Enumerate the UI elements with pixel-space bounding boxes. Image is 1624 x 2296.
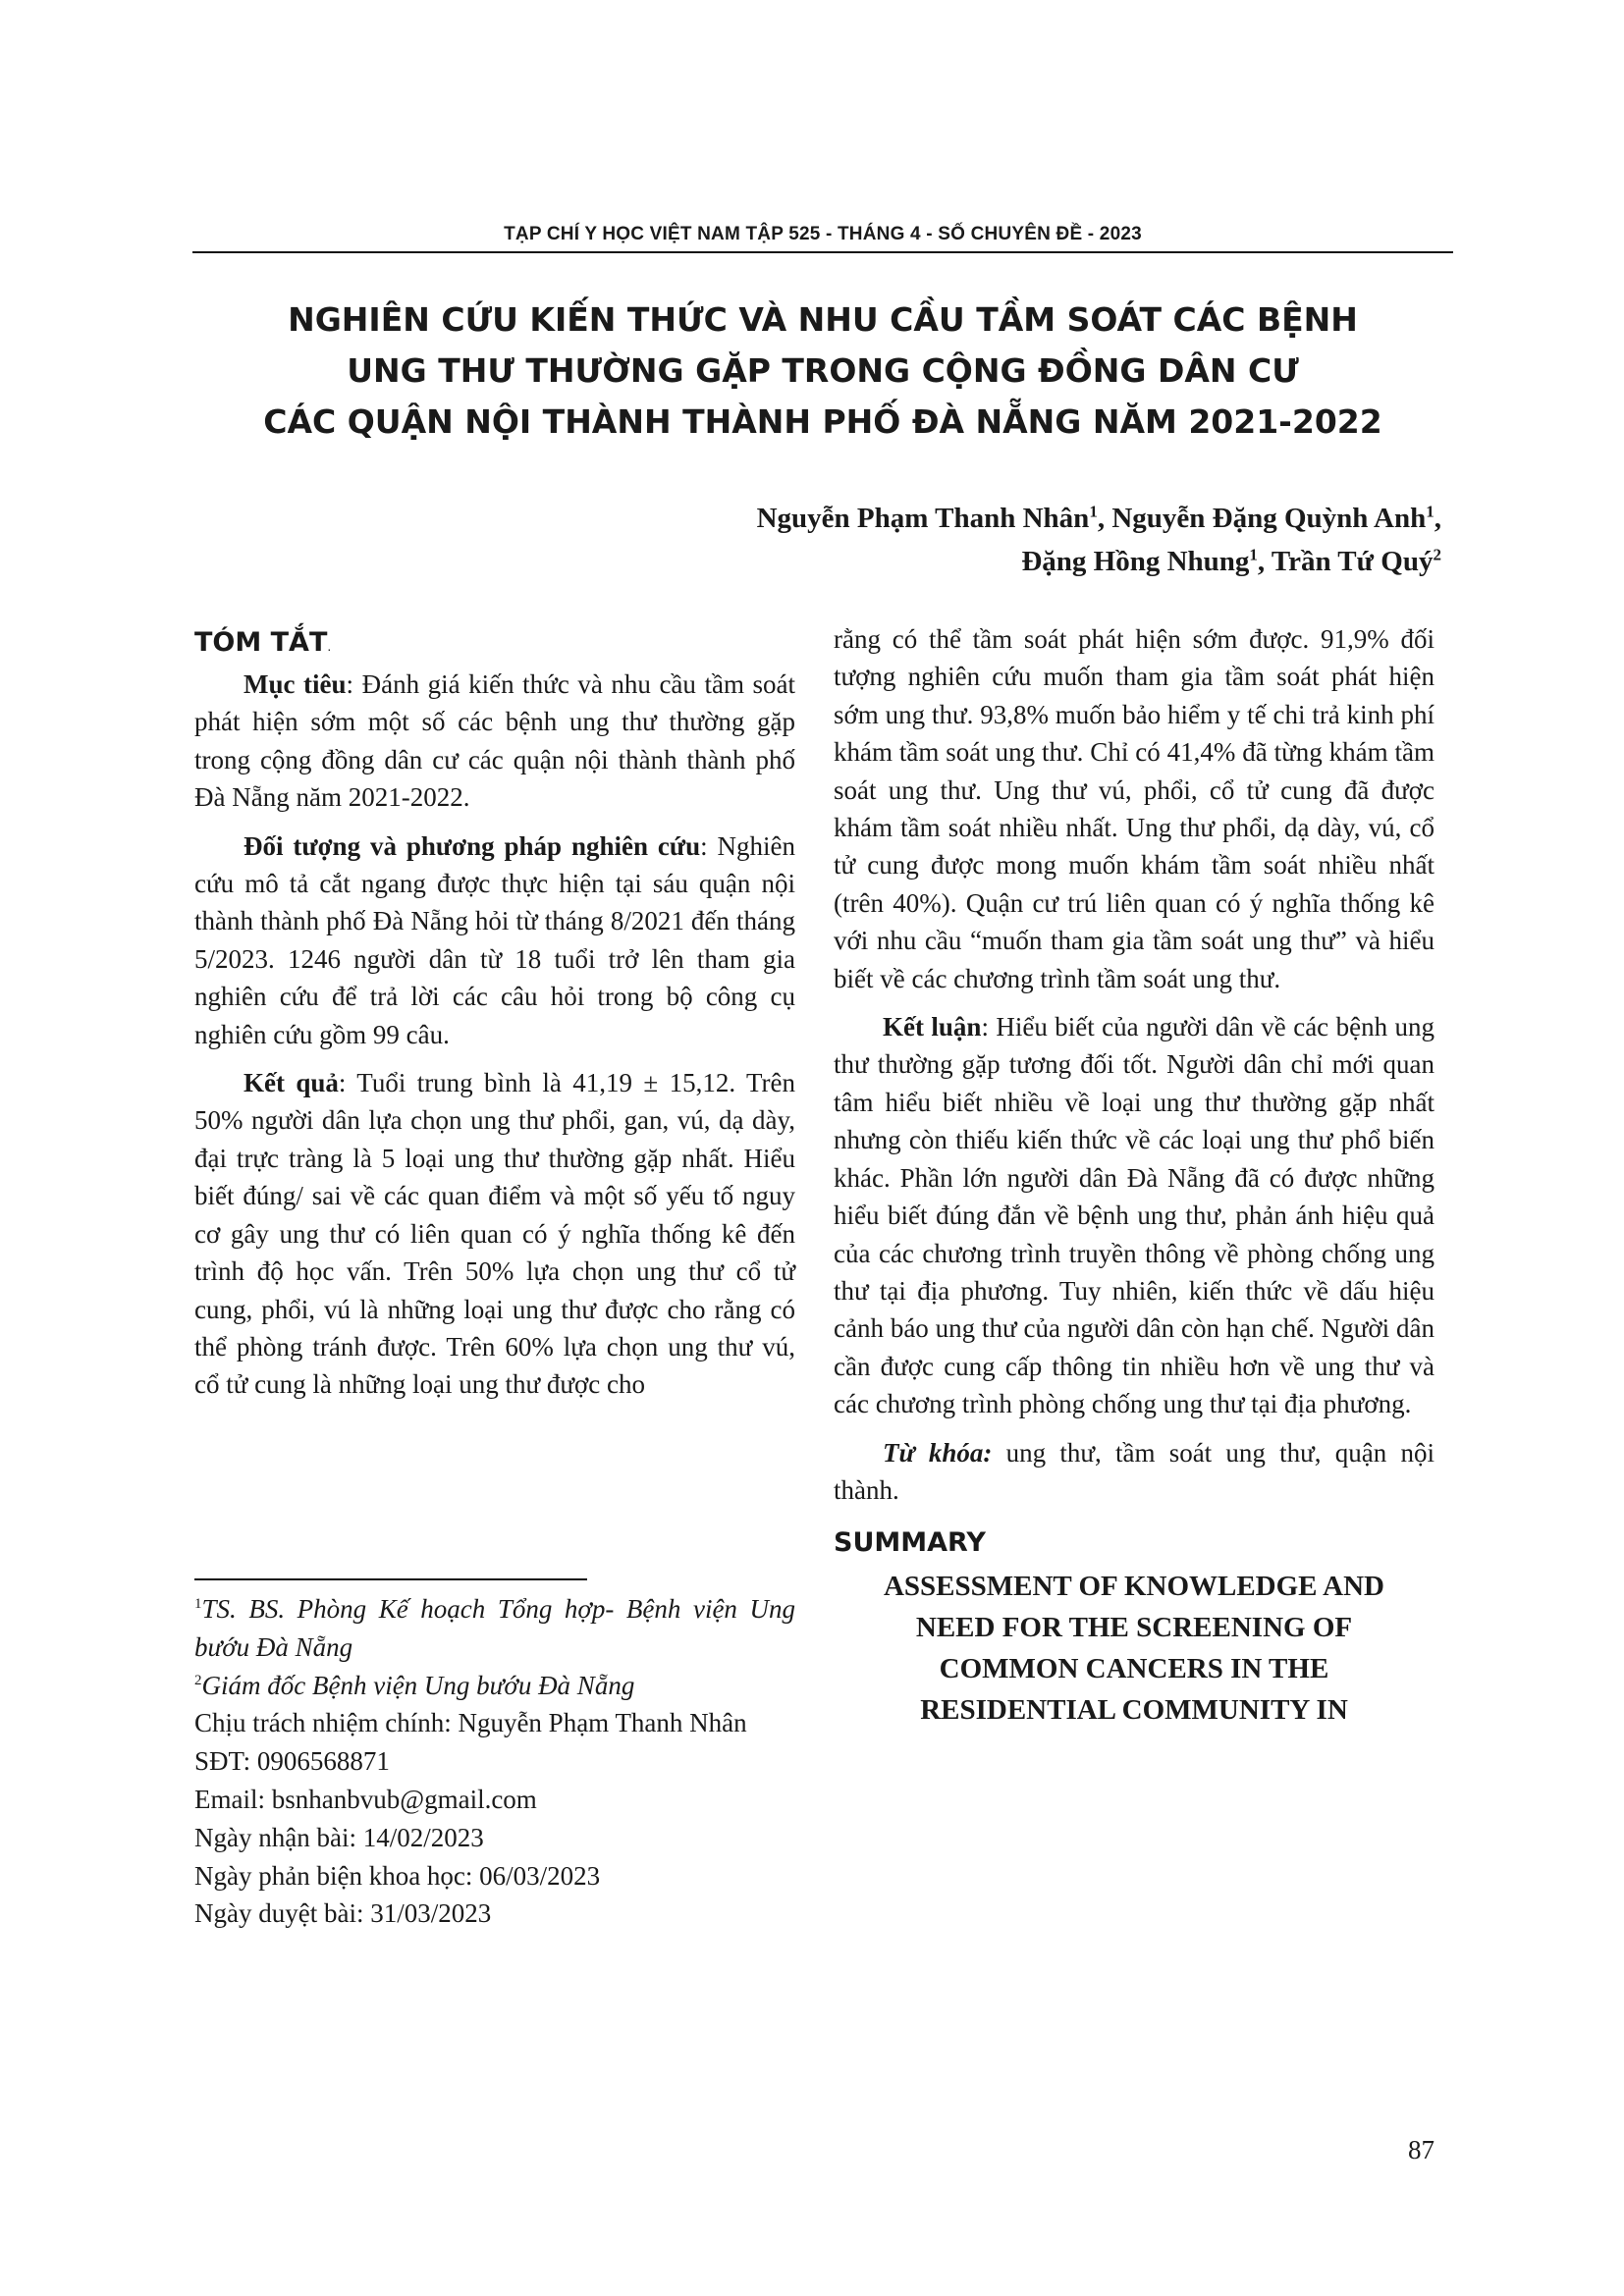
right-column [834,620,1435,1731]
english-title [834,1566,1435,1731]
affiliation-2 [194,1667,795,1705]
affiliation-text: TS. BS. Phòng Kế hoạch Tổng hợp- Bệnh viện Ung bướu Đà Nẵng [194,1594,795,1662]
affiliation-text: Giám đốc Bệnh viện Ung bướu Đà Nẵng [201,1670,635,1700]
summary-heading: SUMMARY [834,1527,986,1559]
english-title-line: COMMON CANCERS IN THE [939,1653,1329,1685]
results-paragraph [194,1064,795,1404]
author-line [757,497,1441,540]
responsible-author: Chịu trách nhiệm chính: Nguyễn Phạm Thanh Nhân [194,1708,747,1738]
affiliation-marker: 1 [1249,545,1258,564]
affiliation-marker: 2 [1433,545,1441,564]
results-label: Kết quả [244,1068,339,1098]
email: Email: bsnhanbvub@gmail.com [194,1784,537,1814]
english-title-line: NEED FOR THE SCREENING OF [915,1612,1353,1644]
keywords-paragraph [834,1434,1435,1510]
conclusion-label: Kết luận [883,1012,982,1042]
page-number: 87 [1408,2135,1435,2164]
title-line: CÁC QUẬN NỘI THÀNH THÀNH PHỐ ĐÀ NẴNG NĂM 2021-2022 [263,402,1382,441]
objective-label: Mục tiêu [244,669,347,699]
conclusion-text: : Hiểu biết của người dân về các bệnh ung thư thường gặp tương đối tốt. Người dân chỉ mới quan tâm hiểu biết nhiều về loại ung thư thường gặp nhất nhưng còn thiếu kiến thức về các loại ung thư phổ biến khác. Phần lớn người dân Đà Nẵng đã có được những hiểu biết đúng đắn về bệnh ung thư, phản ánh hiệu quả của các chương trình truyền thông về phòng chống ung thư tại địa phương. Tuy nhiên, kiến thức về dấu hiệu cảnh báo ung thư của người dân còn hạn chế. Người dân cần được cung cấp thông tin nhiều hơn về ung thư và các chương trình phòng chống ung thư tại địa phương. [834,1012,1435,1419]
results-text: : Tuổi trung bình là 41,19 ± 15,12. Trên 50% người dân lựa chọn ung thư phổi, gan, vú, dạ dày, đại trực tràng là 5 loại ung thư thường gặp nhất. Hiểu biết đúng/ sai về các quan điểm và một số yếu tố nguy cơ gây ung thư có liên quan có ý nghĩa thống kê đến trình độ học vấn. Trên 50% lựa chọn ung thư cổ tử cung, phổi, vú là những loại ung thư được cho rằng có thể phòng tránh được. Trên 60% lựa chọn ung thư vú, cổ tử cung là những loại ung thư được cho [194,1068,796,1400]
author-name: Đặng Hồng Nhung [1021,546,1250,577]
article-title [192,294,1453,448]
heading-dot: . [327,640,332,654]
conclusion-paragraph [834,1008,1435,1422]
results-continued: rằng có thể tầm soát phát hiện sớm được. 91,9% đối tượng nghiên cứu muốn tham gia tầm soát phát hiện sớm ung thư. 93,8% muốn bảo hiểm y tế chi trả kinh phí khám tầm soát ung thư. Chỉ có 41,4% đã từng khám tầm soát ung thư. Ung thư vú, phổi, cổ tử cung đã được khám tầm soát nhiều nhất. Ung thư phổi, dạ dày, vú, cổ tử cung được mong muốn khám tầm soát nhiều nhất (trên 40%). Quận cư trú liên quan có ý nghĩa thống kê với nhu cầu “muốn tham gia tầm soát ung thư” và hiểu biết về các chương trình tầm soát ung thư. [834,624,1435,993]
title-line: NGHIÊN CỨU KIẾN THỨC VÀ NHU CẦU TẦM SOÁT CÁC BỆNH [288,300,1358,339]
affiliation-marker: 2 [194,1672,202,1688]
footnotes [194,1590,795,1933]
affiliation-marker: 1 [194,1596,202,1612]
methods-text: : Nghiên cứu mô tả cắt ngang được thực hiện tại sáu quận nội thành thành phố Đà Nẵng hỏi từ tháng 8/2021 đến tháng 5/2023. 1246 người dân từ 18 tuổi trở lên tham gia nghiên cứu để trả lời các câu hỏi trong bộ công cụ nghiên cứu gồm 99 câu. [194,830,795,1049]
affiliation-marker: 1 [1426,502,1435,521]
author-name: Nguyễn Đặng Quỳnh Anh [1111,503,1427,534]
affiliation-1 [194,1590,795,1667]
date-received: Ngày nhận bài: 14/02/2023 [194,1822,484,1852]
footnote-rule [194,1578,587,1580]
date-accepted: Ngày duyệt bài: 31/03/2023 [194,1898,492,1929]
author-name: Nguyễn Phạm Thanh Nhân [756,503,1090,534]
phone: SĐT: 0906568871 [194,1746,390,1777]
affiliation-marker: 1 [1089,502,1098,521]
running-header: TẠP CHÍ Y HỌC VIỆT NAM TẬP 525 - THÁNG 4 - SỐ CHUYÊN ĐỀ - 2023 [504,224,1142,244]
author-line [757,540,1441,583]
english-title-line: RESIDENTIAL COMMUNITY IN [920,1694,1348,1727]
author-separator: , [1257,546,1272,577]
author-name: Trần Tứ Quý [1271,546,1434,577]
author-list [757,497,1441,583]
objective-paragraph [194,666,795,817]
methods-paragraph [194,828,795,1053]
date-reviewed: Ngày phản biện khoa học: 06/03/2023 [194,1860,601,1891]
title-line: UNG THƯ THƯỜNG GẶP TRONG CỘNG ĐỒNG DÂN CƯ [347,351,1299,390]
methods-label: Đối tượng và phương pháp nghiên cứu [244,830,701,861]
author-separator: , [1434,503,1441,534]
keywords-label: Từ khóa: [883,1437,993,1468]
left-column [194,620,795,1404]
author-separator: , [1097,503,1112,534]
english-title-line: ASSESSMENT OF KNOWLEDGE AND [883,1571,1385,1603]
abstract-heading: TÓM TẮT. [194,627,332,658]
keywords-text: ung thư, tầm soát ung thư, quận nội thành. [834,1437,1435,1505]
header-rule [192,251,1453,253]
objective-text: : Đánh giá kiến thức và nhu cầu tầm soát phát hiện sớm một số các bệnh ung thư thường gặp trong cộng đồng dân cư các quận nội thành thành phố Đà Nẵng năm 2021-2022. [194,669,795,813]
